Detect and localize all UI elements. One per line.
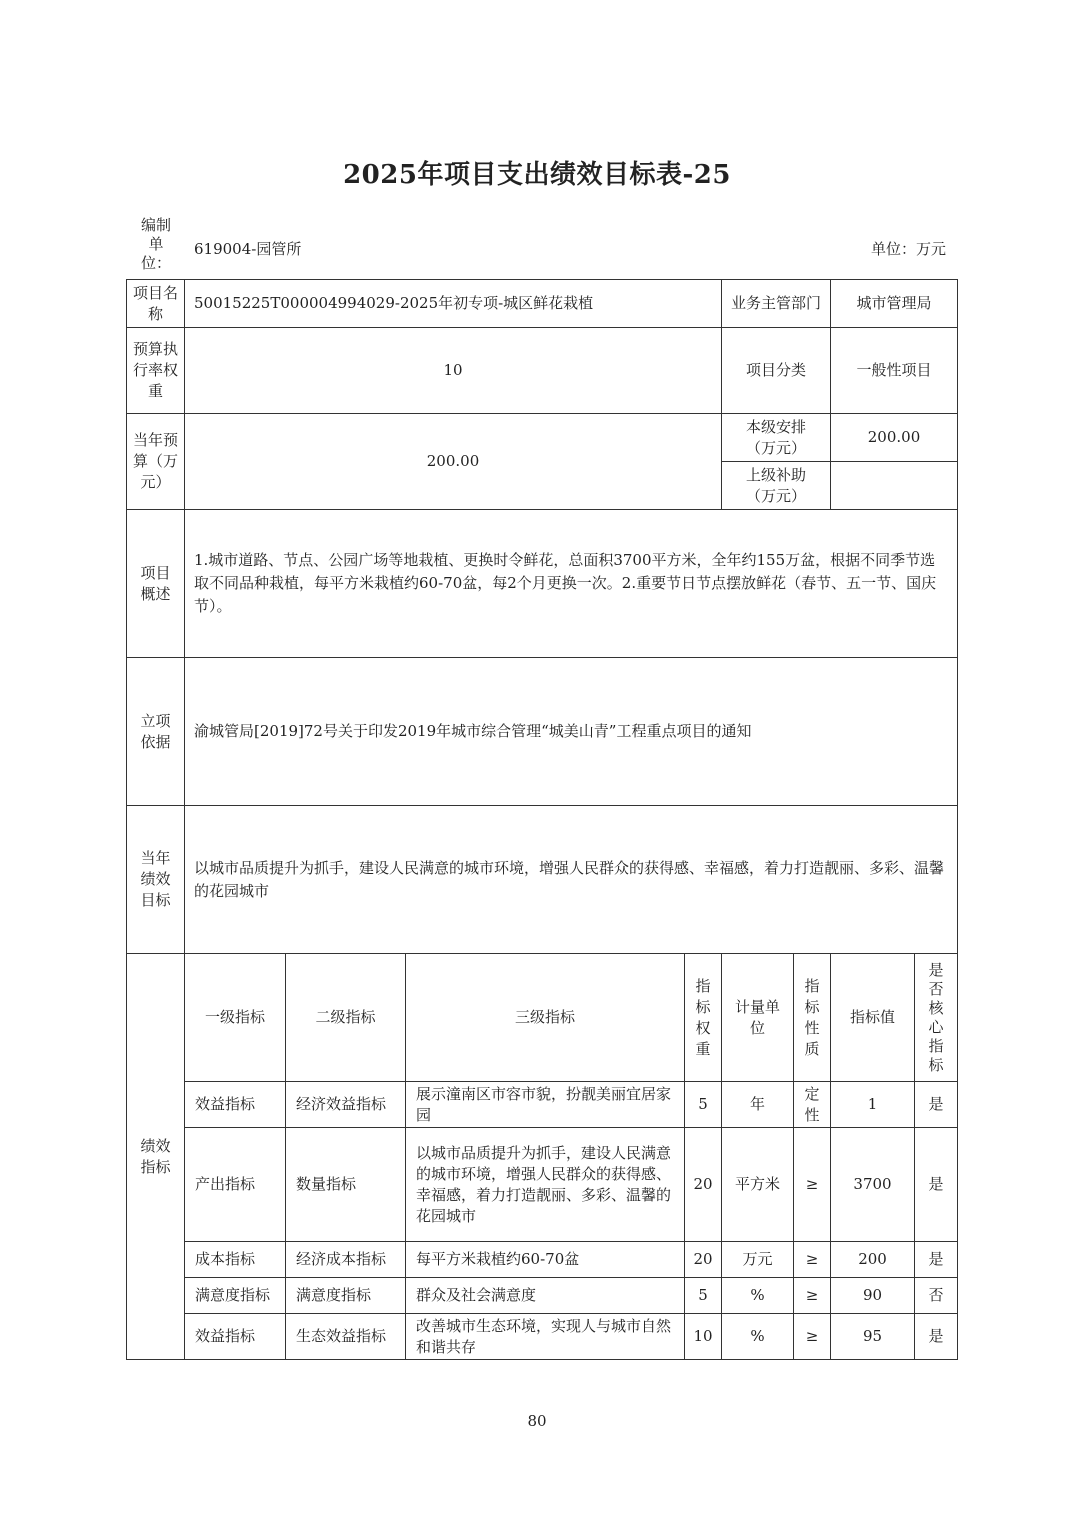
header-level3: 三级指标 (406, 954, 685, 1082)
row-unit: 年 (722, 1082, 794, 1128)
row-level1: 满意度指标 (185, 1278, 286, 1314)
row-level3: 展示潼南区市容市貌，扮靓美丽宜居家园 (406, 1082, 685, 1128)
row-level1: 产出指标 (185, 1128, 286, 1242)
row-core: 是 (915, 1242, 958, 1278)
row-unit: 平方米 (722, 1128, 794, 1242)
basis-label: 立项依据 (127, 658, 185, 806)
header-core: 是否核心指标 (915, 954, 958, 1082)
row-value: 90 (831, 1278, 915, 1314)
row-level2: 经济效益指标 (286, 1082, 406, 1128)
row-level1: 成本指标 (185, 1242, 286, 1278)
table-row (127, 1314, 958, 1360)
row-weight: 10 (685, 1314, 722, 1360)
row-level2: 生态效益指标 (286, 1314, 406, 1360)
table-row (127, 1128, 958, 1242)
overview-value: 1.城市道路、节点、公园广场等地栽植、更换时令鲜花，总面积3700平方米，全年约155万盆，根据不同季节选取不同品种栽植，每平方米栽植约60-70盆，每2个月更换一次。2.重要节日节点摆放鲜花（春节、五一节、国庆节）。 (185, 510, 958, 658)
basis-value: 渝城管局[2019]72号关于印发2019年城市综合管理“城美山青”工程重点项目的通知 (185, 658, 958, 806)
row-value: 95 (831, 1314, 915, 1360)
header-unit: 计量单位 (722, 954, 794, 1082)
goal-label: 当年绩效目标 (127, 806, 185, 954)
header-weight: 指标权重 (685, 954, 722, 1082)
row-core: 是 (915, 1314, 958, 1360)
row-level3: 群众及社会满意度 (406, 1278, 685, 1314)
row-nature: ≥ (794, 1242, 831, 1278)
row-weight: 20 (685, 1128, 722, 1242)
upper-label: 上级补助（万元） (722, 462, 831, 510)
row-nature: ≥ (794, 1314, 831, 1360)
row-nature: ≥ (794, 1128, 831, 1242)
header-level1: 一级指标 (185, 954, 286, 1082)
dept-value: 城市管理局 (831, 280, 958, 328)
row-core: 是 (915, 1128, 958, 1242)
local-label: 本级安排（万元） (722, 414, 831, 462)
row-level2: 经济成本指标 (286, 1242, 406, 1278)
unit-value: 619004-园管所 (194, 240, 302, 258)
row-level2: 满意度指标 (286, 1278, 406, 1314)
row-value: 3700 (831, 1128, 915, 1242)
upper-value (831, 462, 958, 510)
weight-value: 10 (185, 328, 722, 414)
weight-label: 预算执行率权重 (127, 328, 185, 414)
row-level1: 效益指标 (185, 1314, 286, 1360)
goal-value: 以城市品质提升为抓手，建设人民满意的城市环境，增强人民群众的获得感、幸福感，着力打造靓丽、多彩、温馨的花园城市 (185, 806, 958, 954)
category-label: 项目分类 (722, 328, 831, 414)
row-level3: 以城市品质提升为抓手，建设人民满意的城市环境，增强人民群众的获得感、幸福感，着力打造靓丽、多彩、温馨的花园城市 (406, 1128, 685, 1242)
currency-unit: 单位：万元 (870, 240, 946, 258)
row-level2: 数量指标 (286, 1128, 406, 1242)
row-unit: % (722, 1278, 794, 1314)
table-row (127, 1242, 958, 1278)
header-nature: 指标性质 (794, 954, 831, 1082)
table-row (127, 1082, 958, 1128)
header-value: 指标值 (831, 954, 915, 1082)
row-weight: 20 (685, 1242, 722, 1278)
row-nature: ≥ (794, 1278, 831, 1314)
header-level2: 二级指标 (286, 954, 406, 1082)
row-unit: 万元 (722, 1242, 794, 1278)
row-level3: 改善城市生态环境，实现人与城市自然和谐共存 (406, 1314, 685, 1360)
row-unit: % (722, 1314, 794, 1360)
performance-table (126, 279, 958, 1360)
category-value: 一般性项目 (831, 328, 958, 414)
table-row (127, 1278, 958, 1314)
row-weight: 5 (685, 1082, 722, 1128)
page-title: 2025年项目支出绩效目标表-25 (343, 160, 731, 190)
project-name-value: 50015225T000004994029-2025年初专项-城区鲜花栽植 (185, 280, 722, 328)
row-level1: 效益指标 (185, 1082, 286, 1128)
budget-value: 200.00 (185, 414, 722, 510)
overview-label: 项目概述 (127, 510, 185, 658)
row-level3: 每平方米栽植约60-70盆 (406, 1242, 685, 1278)
row-weight: 5 (685, 1278, 722, 1314)
row-core: 是 (915, 1082, 958, 1128)
unit-label: 编制单位： (140, 216, 171, 272)
budget-label: 当年预算（万元） (127, 414, 185, 510)
local-value: 200.00 (831, 414, 958, 462)
row-nature: 定性 (794, 1082, 831, 1128)
dept-label: 业务主管部门 (722, 280, 831, 328)
row-value: 1 (831, 1082, 915, 1128)
row-value: 200 (831, 1242, 915, 1278)
indicators-section-label: 绩效指标 (127, 954, 185, 1360)
project-name-label: 项目名称 (127, 280, 185, 328)
page-number: 80 (527, 1412, 547, 1430)
row-core: 否 (915, 1278, 958, 1314)
